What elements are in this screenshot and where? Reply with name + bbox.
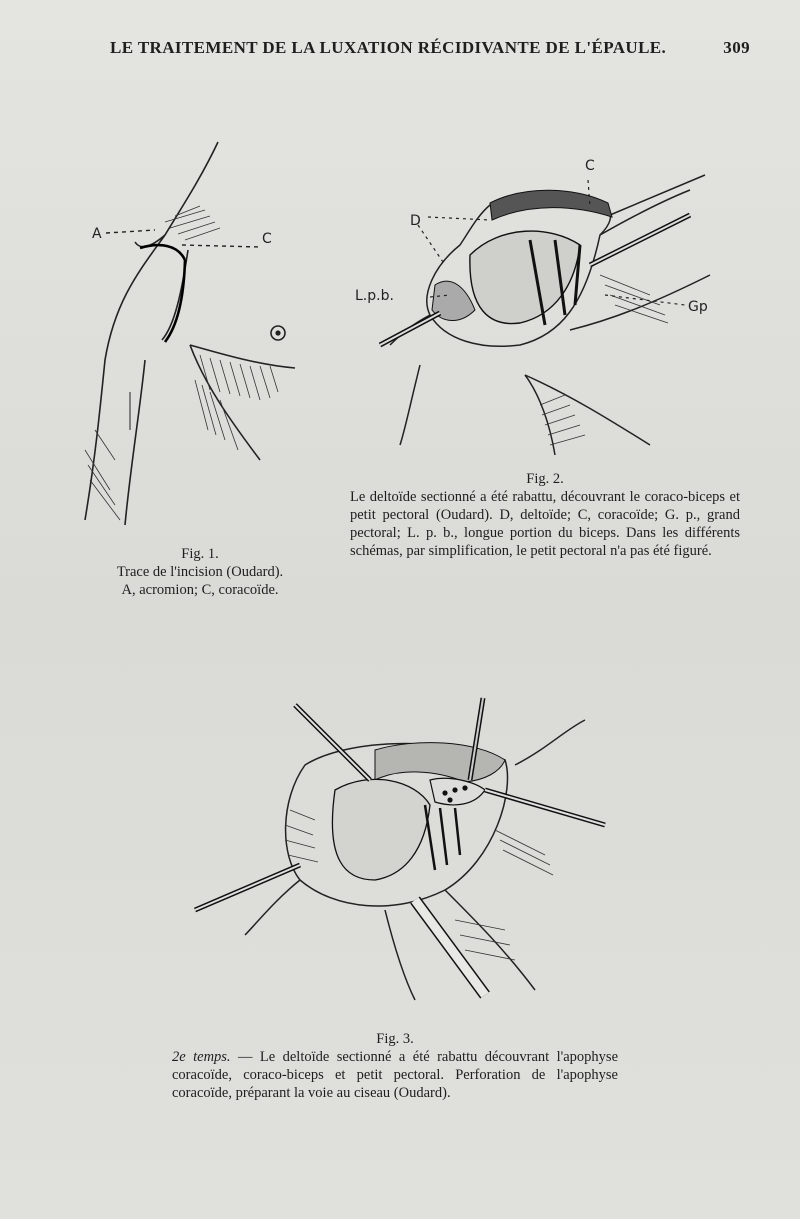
fig2-label-gp: Gp	[688, 299, 708, 315]
fig2-label-d: D	[410, 213, 421, 229]
fig1-label-c: C	[262, 231, 272, 247]
fig3-caption-text: — Le deltoïde sectionné a été rabattu découvrant l'apophyse coracoïde, coraco-biceps et petit pectoral. Perforation de l'apophyse coracoïde, préparant la voie au ciseau (Oudard).	[172, 1049, 619, 1101]
figure-3-illustration	[185, 690, 615, 1010]
fig1-caption-line1: Trace de l'incision (Oudard).	[116, 564, 284, 580]
fig3-caption-body	[172, 1048, 618, 1102]
fig1-caption	[80, 545, 320, 599]
figure-2-illustration	[350, 145, 720, 465]
fig2-label-c: C	[585, 158, 595, 174]
page-number: 309	[723, 38, 750, 57]
running-head	[110, 38, 750, 58]
fig2-label-lpb: L.p.b.	[355, 288, 394, 304]
fig2-caption-text: Le deltoïde sectionné a été rabattu, découvrant le coraco-biceps et petit pectoral (Oudard). D, deltoïde; C, coracoïde; G. p., grand pectoral; L. p. b., longue portion du biceps. Dans les différents schémas, par simplification, le petit pectoral n'a pas été figuré.	[350, 489, 740, 559]
fig1-caption-title: Fig. 1.	[181, 546, 219, 562]
fig2-caption-title: Fig. 2.	[526, 471, 564, 487]
fig3-caption-lead: 2e temps.	[172, 1049, 231, 1065]
fig1-caption-line2: A, acromion; C, coracoïde.	[121, 582, 279, 598]
figure-1-illustration	[70, 130, 330, 530]
fig3-caption-title: Fig. 3.	[376, 1031, 414, 1047]
header-title: LE TRAITEMENT DE LA LUXATION RÉCIDIVANTE DE L'ÉPAULE.	[110, 38, 667, 57]
fig2-caption	[350, 470, 740, 560]
fig3-caption	[172, 1030, 618, 1102]
fig1-label-a: A	[92, 226, 102, 242]
